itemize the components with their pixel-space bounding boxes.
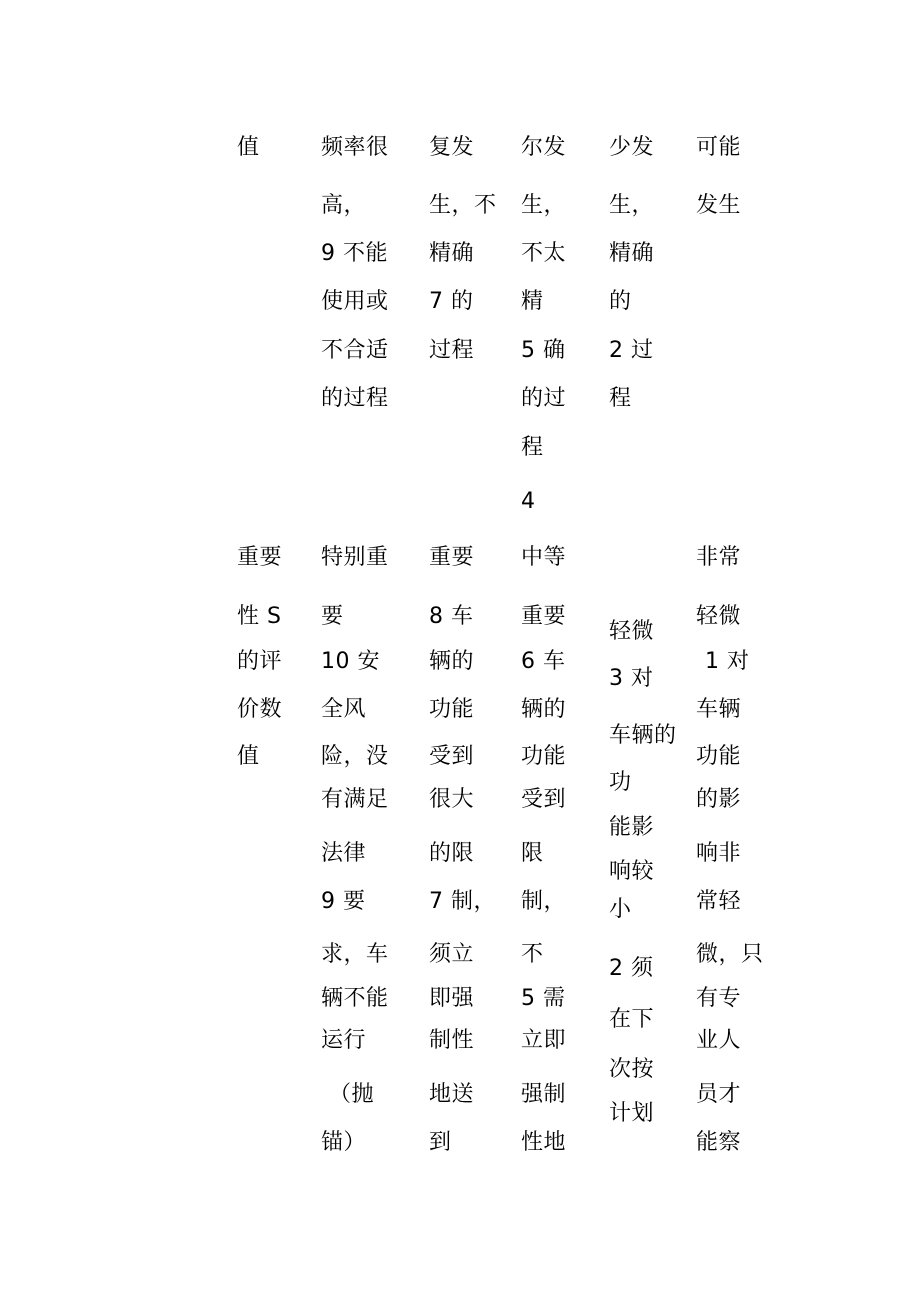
s1-c3-line: 4 [521, 489, 536, 514]
s2-c1-line: 求，车 [321, 942, 389, 967]
s1-c2-line: 精确 [429, 241, 475, 266]
s1-c4-line: 生， [609, 193, 655, 218]
s1-c5-line: 发生 [696, 193, 742, 218]
s2-label-line: 的评 [237, 649, 283, 674]
s2-label-line: 值 [237, 744, 260, 769]
s1-c1-line: 不合适 [321, 338, 389, 363]
s2-c5-line: 微，只 [696, 942, 764, 967]
s2-c4-line: 轻微 [609, 619, 655, 644]
s2-c1-line: 辆不能 [321, 986, 389, 1011]
s2-c1-line: 锚） [321, 1130, 367, 1155]
s2-c5-line: 轻微 [696, 604, 742, 629]
s2-c2-line: 很大 [429, 787, 475, 812]
s1-c3-line: 生， [521, 193, 567, 218]
s2-c2-line: 受到 [429, 744, 475, 769]
s2-c3-line: 制， [521, 889, 567, 914]
s2-c2-line: 即强 [429, 986, 475, 1011]
s2-c5-line: 员才 [696, 1082, 742, 1107]
s2-c4-line: 响较 [609, 859, 655, 884]
s2-c5-line: 功能 [696, 744, 742, 769]
s2-c1-line: 全风 [321, 697, 367, 722]
s2-c4-line: 在下 [609, 1007, 655, 1032]
s1-c2-line: 复发 [429, 135, 475, 160]
s1-c3-line: 5 确 [521, 338, 566, 363]
s2-c1-line: 9 要 [321, 889, 366, 914]
s2-c4-line: 计划 [609, 1101, 655, 1126]
s2-c3-line: 中等 [521, 545, 567, 570]
s1-c2-line: 7 的 [429, 289, 474, 314]
s2-c1-line: 要 [321, 604, 344, 629]
s2-c2-line: 地送 [429, 1082, 475, 1107]
s2-c3-line: 6 车 [521, 649, 566, 674]
s1-c1-line: 的过程 [321, 386, 389, 411]
s2-c3-line: 受到 [521, 787, 567, 812]
s2-c5-line: 车辆 [696, 697, 742, 722]
s1-c4-line: 精确 [609, 241, 655, 266]
s2-c3-line: 强制 [521, 1082, 567, 1107]
s1-c3-line: 精 [521, 289, 544, 314]
s2-c1-line: （抛 [329, 1082, 375, 1107]
s2-c5-line: 响非 [696, 841, 742, 866]
s2-c3-line: 重要 [521, 604, 567, 629]
s1-c4-line: 的 [609, 289, 632, 314]
s2-c2-line: 功能 [429, 697, 475, 722]
s1-label: 值 [237, 135, 260, 160]
s2-c5-line: 1 对 [705, 649, 750, 674]
s2-c3-line: 不 [521, 942, 544, 967]
s1-c1-line: 频率很 [321, 135, 389, 160]
s2-label-line: 重要 [237, 545, 283, 570]
s1-c3-line: 的过 [521, 386, 567, 411]
s2-c5-line: 有专 [696, 986, 742, 1011]
s2-c3-line: 辆的 [521, 697, 567, 722]
s2-c2-line: 须立 [429, 942, 475, 967]
s2-c2-line: 制性 [429, 1028, 475, 1053]
s1-c4-line: 2 过 [609, 338, 654, 363]
s2-c4-line: 3 对 [609, 666, 654, 691]
s2-c4-line: 功 [609, 770, 632, 795]
s2-c1-line: 特别重 [321, 545, 389, 570]
s2-c2-line: 7 制， [429, 889, 496, 914]
s1-c1-line: 高， [321, 193, 367, 218]
s2-c3-line: 功能 [521, 744, 567, 769]
s2-c4-line: 2 须 [609, 956, 654, 981]
s1-c3-line: 程 [521, 435, 544, 460]
s2-c1-line: 有满足 [321, 787, 389, 812]
s2-c4-line: 能影 [609, 815, 655, 840]
s2-c5-line: 的影 [696, 787, 742, 812]
s2-c2-line: 辆的 [429, 649, 475, 674]
s2-c5-line: 常轻 [696, 889, 742, 914]
s2-c4-line: 次按 [609, 1057, 655, 1082]
s2-c2-line: 重要 [429, 545, 475, 570]
s2-c5-line: 业人 [696, 1028, 742, 1053]
s2-c3-line: 性地 [521, 1130, 567, 1155]
s2-c1-line: 法律 [321, 841, 367, 866]
s2-c2-line: 8 车 [429, 604, 474, 629]
s2-c5-line: 非常 [696, 545, 742, 570]
s2-label-line: 性 S [237, 604, 282, 629]
s2-c1-line: 运行 [321, 1028, 367, 1053]
s2-c2-line: 的限 [429, 841, 475, 866]
s2-c4-line: 车辆的 [609, 723, 677, 748]
s1-c2-line: 过程 [429, 338, 475, 363]
s2-c4-line: 小 [609, 897, 632, 922]
s1-c3-line: 尔发 [521, 135, 567, 160]
s1-c4-line: 少发 [609, 135, 655, 160]
s1-c2-line: 生，不 [429, 193, 497, 218]
s2-c5-line: 能察 [696, 1130, 742, 1155]
s2-c3-line: 立即 [521, 1028, 567, 1053]
s1-c5-line: 可能 [696, 135, 742, 160]
s2-c3-line: 5 需 [521, 986, 566, 1011]
s2-label-line: 价数 [237, 697, 283, 722]
s2-c3-line: 限 [521, 841, 544, 866]
s1-c1-line: 使用或 [321, 289, 389, 314]
s1-c3-line: 不太 [521, 241, 567, 266]
s2-c1-line: 10 安 [321, 649, 380, 674]
s2-c1-line: 险，没 [321, 744, 389, 769]
s1-c4-line: 程 [609, 386, 632, 411]
s1-c1-line: 9 不能 [321, 241, 388, 266]
s2-c2-line: 到 [429, 1130, 452, 1155]
